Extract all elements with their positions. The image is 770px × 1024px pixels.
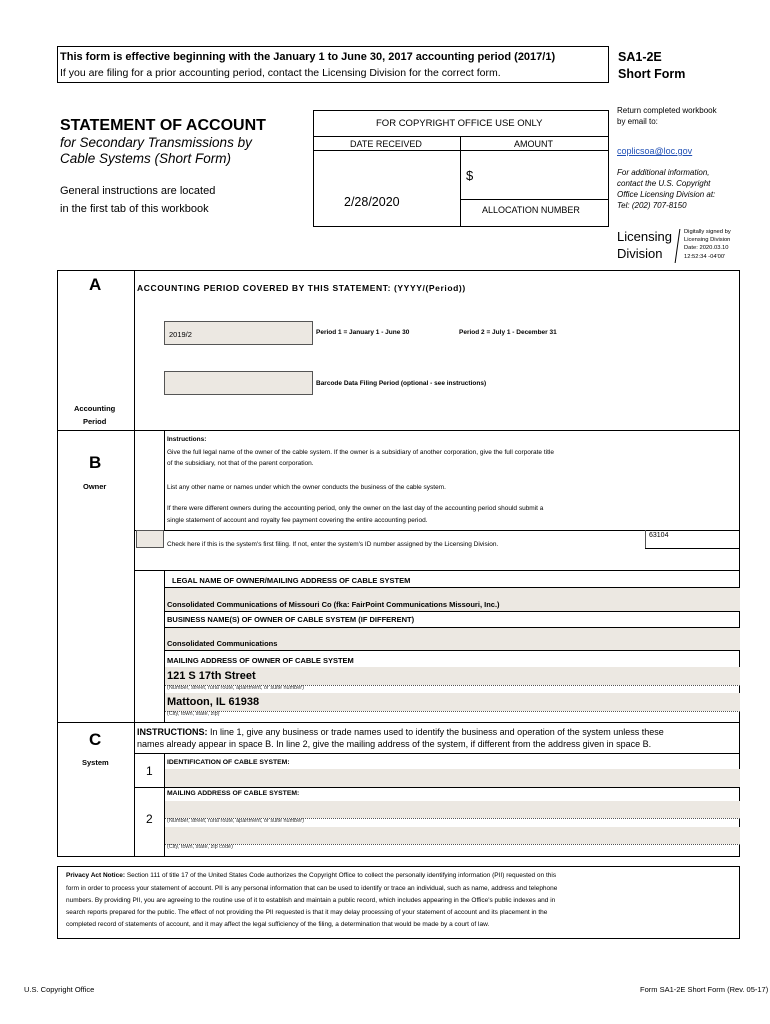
signature-name-line1: Licensing xyxy=(617,229,672,244)
privacy-line-4: search reports prepared for the public. The effect of not providing the PII requested is that it may delay processing of your statement of account and its placement in the xyxy=(66,909,548,916)
allocation-number-label: ALLOCATION NUMBER xyxy=(482,205,580,215)
system-street-input[interactable] xyxy=(165,801,740,818)
first-filing-checkbox[interactable] xyxy=(136,530,164,548)
owner-city-hint: (City, town, state, zip) xyxy=(167,711,220,717)
owner-street-value: 121 S 17th Street xyxy=(167,670,256,682)
business-name-value: Consolidated Communications xyxy=(167,639,278,648)
section-b-instr-2: List any other name or names under which the owner conducts the business of the cable system. xyxy=(167,484,446,491)
date-received-label: DATE RECEIVED xyxy=(350,139,422,149)
amount-label: AMOUNT xyxy=(514,139,553,149)
business-name-label: BUSINESS NAME(S) OF OWNER OF CABLE SYSTEM (IF DIFFERENT) xyxy=(167,615,415,624)
owner-street-input[interactable] xyxy=(165,667,740,685)
section-a-heading: ACCOUNTING PERIOD COVERED BY THIS STATEMENT: (YYYY/(Period)) xyxy=(137,283,466,293)
legal-name-input[interactable] xyxy=(165,588,740,611)
accounting-period-value: 2019/2 xyxy=(169,330,192,339)
signature-divider xyxy=(675,229,681,263)
section-b-letter: B xyxy=(89,453,102,472)
section-b-instr-1a: Give the full legal name of the owner of the cable system. If the owner is a subsidiary of another corporation, give the full corporate title xyxy=(167,449,554,456)
business-name-input[interactable] xyxy=(165,628,740,650)
signature-detail-4: 12:52:34 -04'00' xyxy=(684,254,726,260)
privacy-line-5: completed record of statements of account, and it may affect the legal sufficiency of the filing, a determination that would be made by a court of law. xyxy=(66,921,490,928)
subtitle-line2: Cable Systems (Short Form) xyxy=(60,151,232,166)
owner-city-input[interactable] xyxy=(165,693,740,711)
page-title: STATEMENT OF ACCOUNT xyxy=(60,117,266,134)
effective-notice-line1: This form is effective beginning with the January 1 to June 30, 2017 accounting period (2017/1) xyxy=(60,51,556,63)
section-c-instructions-text-a: In line 1, give any business or trade names used to identify the business and operation of the system unless these xyxy=(207,727,664,737)
system-line-1-number: 1 xyxy=(146,764,153,778)
system-identification-label: IDENTIFICATION OF CABLE SYSTEM: xyxy=(167,759,290,766)
footer-left: U.S. Copyright Office xyxy=(24,985,95,994)
return-workbook-line1: Return completed workbook xyxy=(617,106,717,115)
additional-info-line1: For additional information, xyxy=(617,168,710,177)
signature-detail-1: Digitally signed by xyxy=(684,229,731,235)
barcode-period-label: Barcode Data Filing Period (optional - see instructions) xyxy=(316,380,487,387)
legal-name-value: Consolidated Communications of Missouri Co (fka: FairPoint Communications Missouri, Inc.) xyxy=(167,600,500,609)
date-received-value: 2/28/2020 xyxy=(344,195,400,209)
barcode-period-input[interactable] xyxy=(164,371,313,395)
section-b-label: Owner xyxy=(83,482,107,491)
section-a-label-line1: Accounting xyxy=(74,404,116,413)
period-1-note: Period 1 = January 1 - June 30 xyxy=(316,329,410,336)
accounting-period-input[interactable] xyxy=(164,321,313,345)
period-2-note: Period 2 = July 1 - December 31 xyxy=(459,329,557,336)
signature-detail-3: Date: 2020.03.10 xyxy=(684,245,729,251)
system-city-hint: (City, town, state, zip code) xyxy=(167,844,233,850)
form-id: SA1-2E xyxy=(618,50,662,64)
owner-mailing-label: MAILING ADDRESS OF OWNER OF CABLE SYSTEM xyxy=(167,656,354,665)
signature-name-line2: Division xyxy=(617,246,663,261)
section-c-label: System xyxy=(82,758,109,767)
section-c-instructions-line1 xyxy=(137,727,664,737)
additional-info-tel: Tel: (202) 707-8150 xyxy=(617,201,687,210)
system-street-hint: (Number, street, rural route, apartment, or suite number) xyxy=(167,818,304,824)
privacy-line-3: numbers. By providing PII, you are agreeing to the routine use of it to establish and maintain a public record, which includes appearing in the Office's public indexes and in xyxy=(66,897,556,904)
subtitle-line1: for Secondary Transmissions by xyxy=(60,135,252,150)
system-city-input[interactable] xyxy=(165,827,740,844)
section-c-letter: C xyxy=(89,730,102,749)
system-mailing-label: MAILING ADDRESS OF CABLE SYSTEM: xyxy=(167,790,300,797)
section-b-instructions-title: Instructions: xyxy=(167,436,207,443)
email-link[interactable]: coplicsoa@loc.gov xyxy=(617,146,693,156)
section-a-label-line2: Period xyxy=(83,417,107,426)
signature-detail-2: Licensing Division xyxy=(684,237,731,243)
footer-right: Form SA1-2E Short Form (Rev. 05-17) xyxy=(640,985,769,994)
additional-info-line2: contact the U.S. Copyright xyxy=(617,179,711,188)
privacy-title: Privacy Act Notice: xyxy=(66,872,126,879)
form-type: Short Form xyxy=(618,67,686,81)
section-b-instr-1b: of the subsidiary, not that of the parent corporation. xyxy=(167,460,314,467)
legal-name-label: LEGAL NAME OF OWNER/MAILING ADDRESS OF CABLE SYSTEM xyxy=(172,576,411,585)
owner-street-hint: (Number, street, rural route, apartment, or suite number) xyxy=(167,685,304,691)
section-a-letter: A xyxy=(89,275,102,294)
system-identification-input[interactable] xyxy=(165,769,740,787)
first-filing-label: Check here if this is the system's first filing. If not, enter the system's ID number assigned by the Licensing Division. xyxy=(167,541,499,548)
section-b-instr-3a: If there were different owners during the accounting period, only the owner on the last day of the accounting period should submit a xyxy=(167,505,544,512)
privacy-line-1 xyxy=(66,872,556,879)
effective-notice-line2: If you are filing for a prior accounting period, contact the Licensing Division for the correct form. xyxy=(60,67,501,79)
section-b-instr-3b: single statement of account and royalty fee payment covering the entire accounting period. xyxy=(167,517,428,524)
system-id-input[interactable] xyxy=(645,530,740,548)
additional-info-line3: Office Licensing Division at: xyxy=(617,190,716,199)
general-instructions-line2: in the first tab of this workbook xyxy=(60,203,209,215)
system-line-2-number: 2 xyxy=(146,812,153,826)
privacy-line-2: form in order to process your statement of account. PII is any personal information that can be used to identify or trace an individual, such as name, address and telephone xyxy=(66,885,558,892)
amount-dollar-sign: $ xyxy=(466,168,474,183)
return-workbook-line2: by email to: xyxy=(617,117,658,126)
section-c-instructions-bold: INSTRUCTIONS: xyxy=(137,727,208,737)
general-instructions-line1: General instructions are located xyxy=(60,185,216,197)
system-id-value: 63104 xyxy=(649,532,669,539)
owner-city-value: Mattoon, IL 61938 xyxy=(167,696,260,708)
office-use-header: FOR COPYRIGHT OFFICE USE ONLY xyxy=(376,118,543,129)
privacy-line-1-text: Section 111 of title 17 of the United States Code authorizes the Copyright Office to collect the personally identifying information (PII) requested on this xyxy=(125,872,557,879)
section-c-instructions-line2: names already appear in space B. In line 2, give the mailing address of the system, if different from the address given in space B. xyxy=(137,739,652,749)
